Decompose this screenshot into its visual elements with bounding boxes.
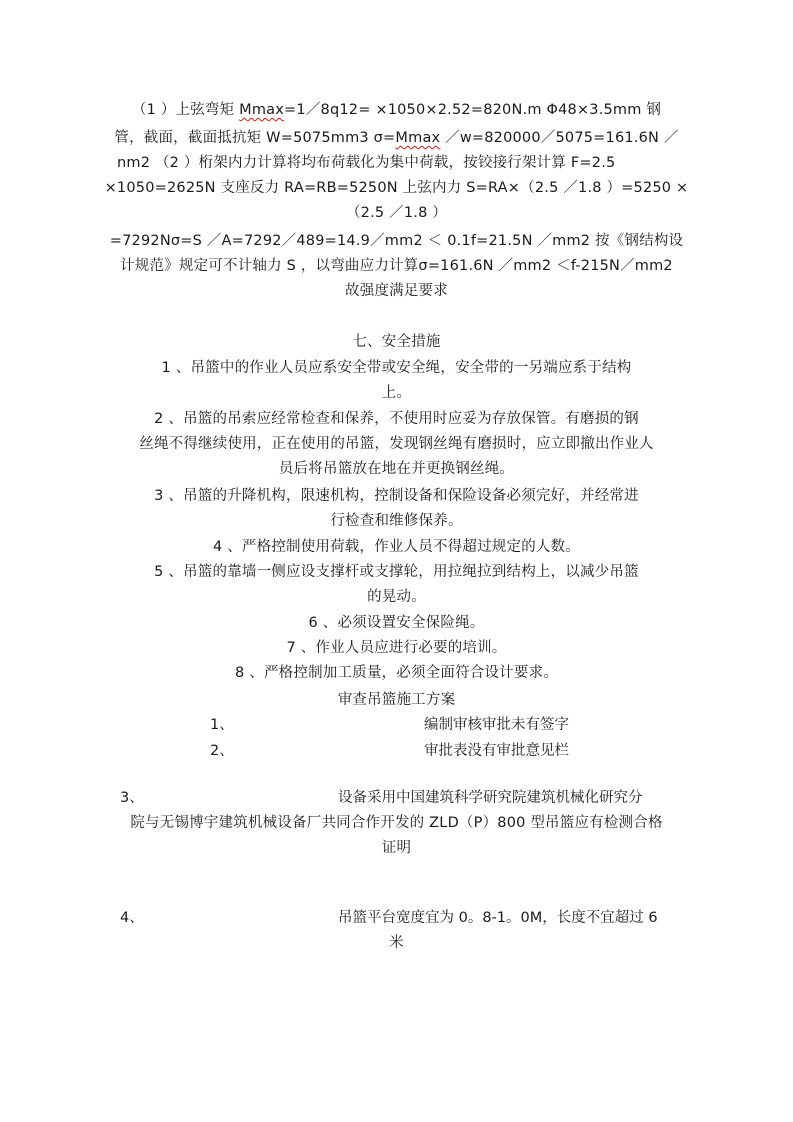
- safety-item-3-cont: 行检查和维修保养。: [330, 513, 463, 529]
- review-item-2: 审批表没有审批意见栏: [424, 743, 569, 759]
- spellcheck-word: Mmax: [395, 130, 441, 146]
- review-item-3-cont2: 证明: [381, 840, 412, 856]
- safety-item-8: 8 、严格控制加工质量，必须全面符合设计要求。: [235, 665, 558, 681]
- section-title-review: 审查吊篮施工方案: [337, 692, 456, 708]
- safety-item-5-cont: 的晃动。: [367, 589, 426, 605]
- section-title-safety: 七、安全措施: [352, 334, 441, 350]
- review-item-4-cont: 米: [389, 935, 404, 951]
- review-number-3: 3、: [120, 790, 144, 806]
- safety-item-1-cont: 上。: [381, 385, 412, 401]
- safety-item-5: 5 、吊篮的靠墙一侧应设支撑杆或支撑轮，用拉绳拉到结构上，以减少吊篮: [154, 564, 639, 580]
- review-number-4: 4、: [120, 910, 144, 926]
- review-item-3-cont: 院与无锡博宇建筑机械设备厂共同合作开发的 ZLD（P）800 型吊篮应有检测合格: [130, 815, 663, 831]
- review-number-1: 1、: [210, 717, 234, 733]
- safety-item-4: 4 、严格控制使用荷载，作业人员不得超过规定的人数。: [212, 539, 581, 555]
- calc-line-4: ×1050=2625N 支座反力 RA=RB=5250N 上弦内力 S=RA×（2.5 ／1.8 ）=5250 ×: [104, 180, 689, 196]
- calc-line-1: （1 ）上弦弯矩 Mmax=1／8q12= ×1050×2.52=820N.m Φ48×3.5mm 钢: [131, 102, 662, 118]
- calc-line-3: nm2 （2 ）桁架内力计算将均布荷载化为集中荷载，按铰接行架计算 F=2.5: [117, 155, 616, 171]
- safety-item-6: 6 、必须设置安全保险绳。: [308, 615, 485, 631]
- review-item-4: 吊篮平台宽度宜为 0。8-1。0M，长度不宜超过 6: [338, 910, 658, 926]
- calc-line-7: 计规范》规定可不计轴力 S ，以弯曲应力计算σ=161.6N ／mm2 ＜f-215N／mm2: [120, 258, 673, 274]
- safety-item-3: 3 、吊篮的升降机构，限速机构，控制设备和保险设备必须完好，并经常进: [154, 488, 639, 504]
- safety-item-7: 7 、作业人员应进行必要的培训。: [286, 640, 507, 656]
- calc-line-5: （2.5 ／1.8 ）: [345, 205, 448, 221]
- safety-item-2: 2 、吊篮的吊索应经常检查和保养，不使用时应妥为存放保管。有磨损的钢: [154, 411, 639, 427]
- review-item-3: 设备采用中国建筑科学研究院建筑机械化研究分: [338, 790, 643, 806]
- safety-item-1: 1 、吊篮中的作业人员应系安全带或安全绳，安全带的一另端应系于结构: [161, 360, 632, 376]
- safety-item-2-cont2: 员后将吊篮放在地在并更换钢丝绳。: [278, 461, 515, 477]
- review-item-1: 编制审核审批未有签字: [424, 717, 569, 733]
- safety-item-2-cont: 丝绳不得继续使用，正在使用的吊篮，发现钢丝绳有磨损时，应立即撤出作业人: [139, 436, 654, 452]
- calc-line-6: =7292Nσ=S ／A=7292／489=14.9／mm2 ＜ 0.1f=21.5N ／mm2 按《钢结构设: [109, 233, 684, 249]
- calc-line-2: 管，截面，截面抵抗矩 W=5075mm3 σ=Mmax ／w=820000／5075=161.6N ／: [114, 130, 679, 146]
- spellcheck-word: Mmax: [239, 102, 285, 118]
- calc-line-8: 故强度满足要求: [345, 283, 448, 299]
- review-number-2: 2、: [210, 743, 234, 759]
